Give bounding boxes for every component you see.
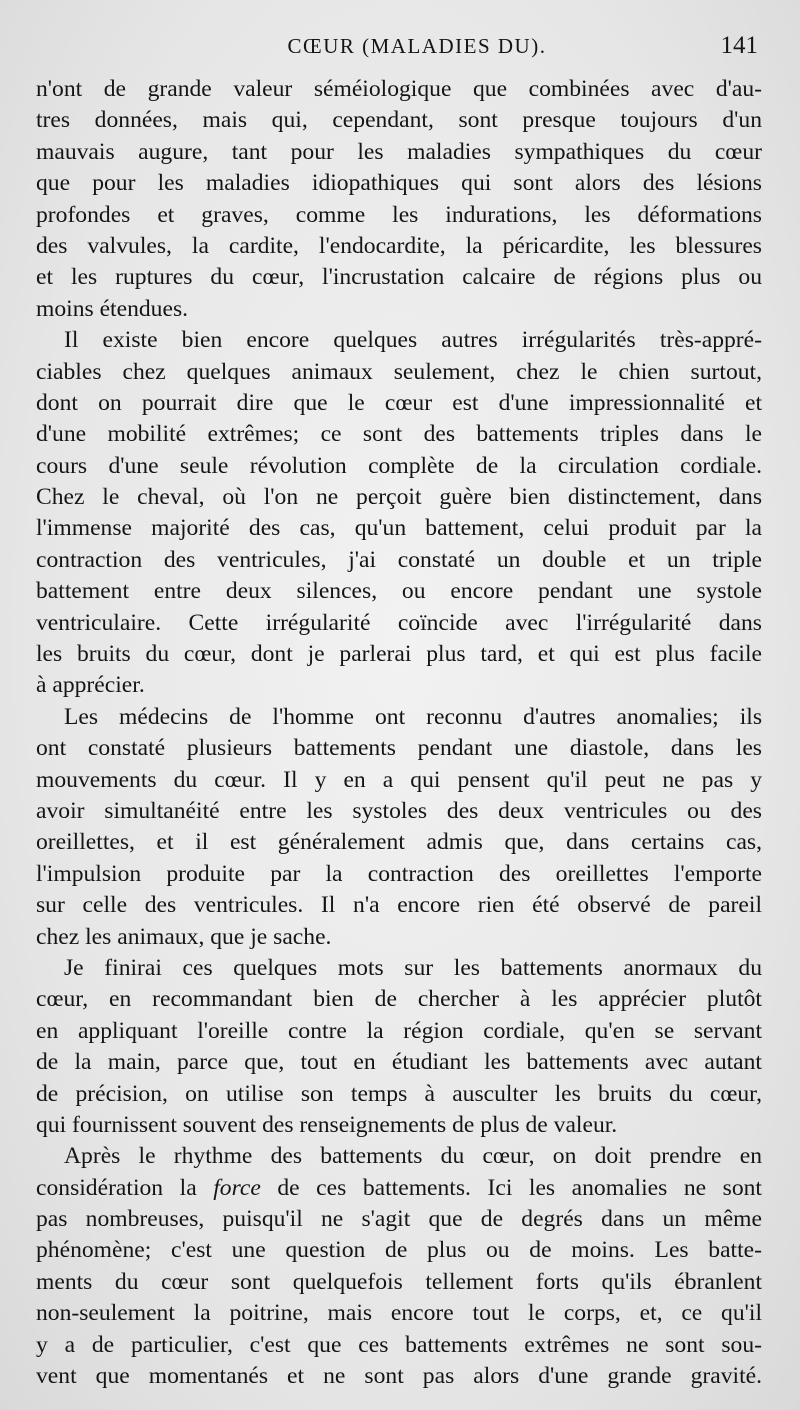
italic-word: force [213, 1174, 261, 1201]
text-line: pas nombreuses, puisqu'il ne s'agit que de degrés dans un même [36, 1206, 762, 1233]
text-line: battement entre deux silences, ou encore pendant une systole [36, 578, 762, 605]
body-text [36, 74, 762, 1392]
text-line: à apprécier. [36, 672, 145, 699]
text-line: mouvements du cœur. Il y en a qui pensent qu'il peut ne pas y [36, 766, 762, 793]
text-line: l'immense majorité des cas, qu'un battement, celui produit par la [36, 515, 762, 542]
text-line: tres données, mais qui, cependant, sont presque toujours d'un [36, 107, 762, 134]
paragraph-1 [36, 74, 762, 325]
text-line: et les ruptures du cœur, l'incrustation calcaire de régions plus ou [36, 264, 762, 291]
text-line: n'ont de grande valeur séméiologique que combinées avec d'au- [36, 76, 762, 102]
text-line: non-seulement la poitrine, mais encore tout le corps, et, ce qu'il [36, 1300, 762, 1327]
paragraph-2 [36, 325, 762, 702]
text-line: Après le rhythme des battements du cœur, on doit prendre en [64, 1143, 762, 1170]
text-line: ventriculaire. Cette irrégularité coïncide avec l'irrégularité dans [36, 609, 762, 636]
text-line: Il existe bien encore quelques autres irrégularités très-appré- [64, 327, 762, 354]
text-line: qui fournissent souvent des renseignements de plus de valeur. [36, 1111, 618, 1138]
text-line: y a de particulier, c'est que ces battements extrêmes ne sont sou- [36, 1331, 762, 1358]
text-line: contraction des ventricules, j'ai constaté un double et un triple [36, 546, 762, 573]
text-line: phénomène; c'est une question de plus ou de moins. Les batte- [36, 1237, 762, 1264]
text-line: chez les animaux, que je sache. [36, 923, 332, 950]
text-line: ments du cœur sont quelquefois tellement forts qu'ils ébranlent [36, 1268, 762, 1295]
text-line: Les médecins de l'homme ont reconnu d'autres anomalies; ils [64, 703, 762, 730]
text-line: de la main, parce que, tout en étudiant les battements avec autant [36, 1049, 762, 1076]
text-line: des valvules, la cardite, l'endocardite, la péricardite, les blessures [36, 232, 762, 259]
text-line: profondes et graves, comme les indurations, les déformations [36, 201, 762, 228]
page-number: 141 [720, 32, 758, 59]
text-line: ciables chez quelques animaux seulement, chez le chien surtout, [36, 358, 762, 385]
paragraph-5 [36, 1141, 762, 1392]
text-line: cœur, en recommandant bien de chercher à les apprécier plutôt [36, 986, 762, 1013]
text-line: l'impulsion produite par la contraction des oreillettes l'emporte [36, 860, 762, 887]
text-line: vent que momentanés et ne sont pas alors d'une grande gravité. [36, 1363, 762, 1390]
text-line: de précision, on utilise son temps à ausculter les bruits du cœur, [36, 1080, 762, 1107]
text-line: en appliquant l'oreille contre la région cordiale, qu'en se servant [36, 1017, 762, 1044]
running-title: CŒUR (MALADIES DU). [287, 34, 547, 58]
text-line: oreillettes, et il est généralement admis que, dans certains cas, [36, 829, 762, 856]
text-line: que pour les maladies idiopathiques qui sont alors des lésions [36, 170, 762, 197]
text-line: dont on pourrait dire que le cœur est d'une impressionnalité et [36, 389, 762, 416]
text-line: considération la force de ces battements. Ici les anomalies ne sont [36, 1174, 762, 1201]
text-line: cours d'une seule révolution complète de la circulation cordiale. [36, 452, 762, 479]
text-line: moins étendues. [36, 295, 189, 322]
text-line: Je finirai ces quelques mots sur les battements anormaux du [64, 954, 762, 981]
text-line: les bruits du cœur, dont je parlerai plus tard, et qui est plus facile [36, 641, 762, 668]
text-line: d'une mobilité extrêmes; ce sont des battements triples dans le [36, 421, 762, 448]
running-head [36, 30, 762, 70]
text-line: Chez le cheval, où l'on ne perçoit guère bien distinctement, dans [36, 484, 762, 511]
paragraph-3 [36, 702, 762, 953]
text-line: sur celle des ventricules. Il n'a encore rien été observé de pareil [36, 892, 762, 919]
text-line: avoir simultanéité entre les systoles des deux ventricules ou des [36, 797, 762, 824]
paragraph-4 [36, 953, 762, 1141]
text-line: mauvais augure, tant pour les maladies sympathiques du cœur [36, 138, 762, 165]
text-line: ont constaté plusieurs battements pendant une diastole, dans les [36, 735, 762, 762]
